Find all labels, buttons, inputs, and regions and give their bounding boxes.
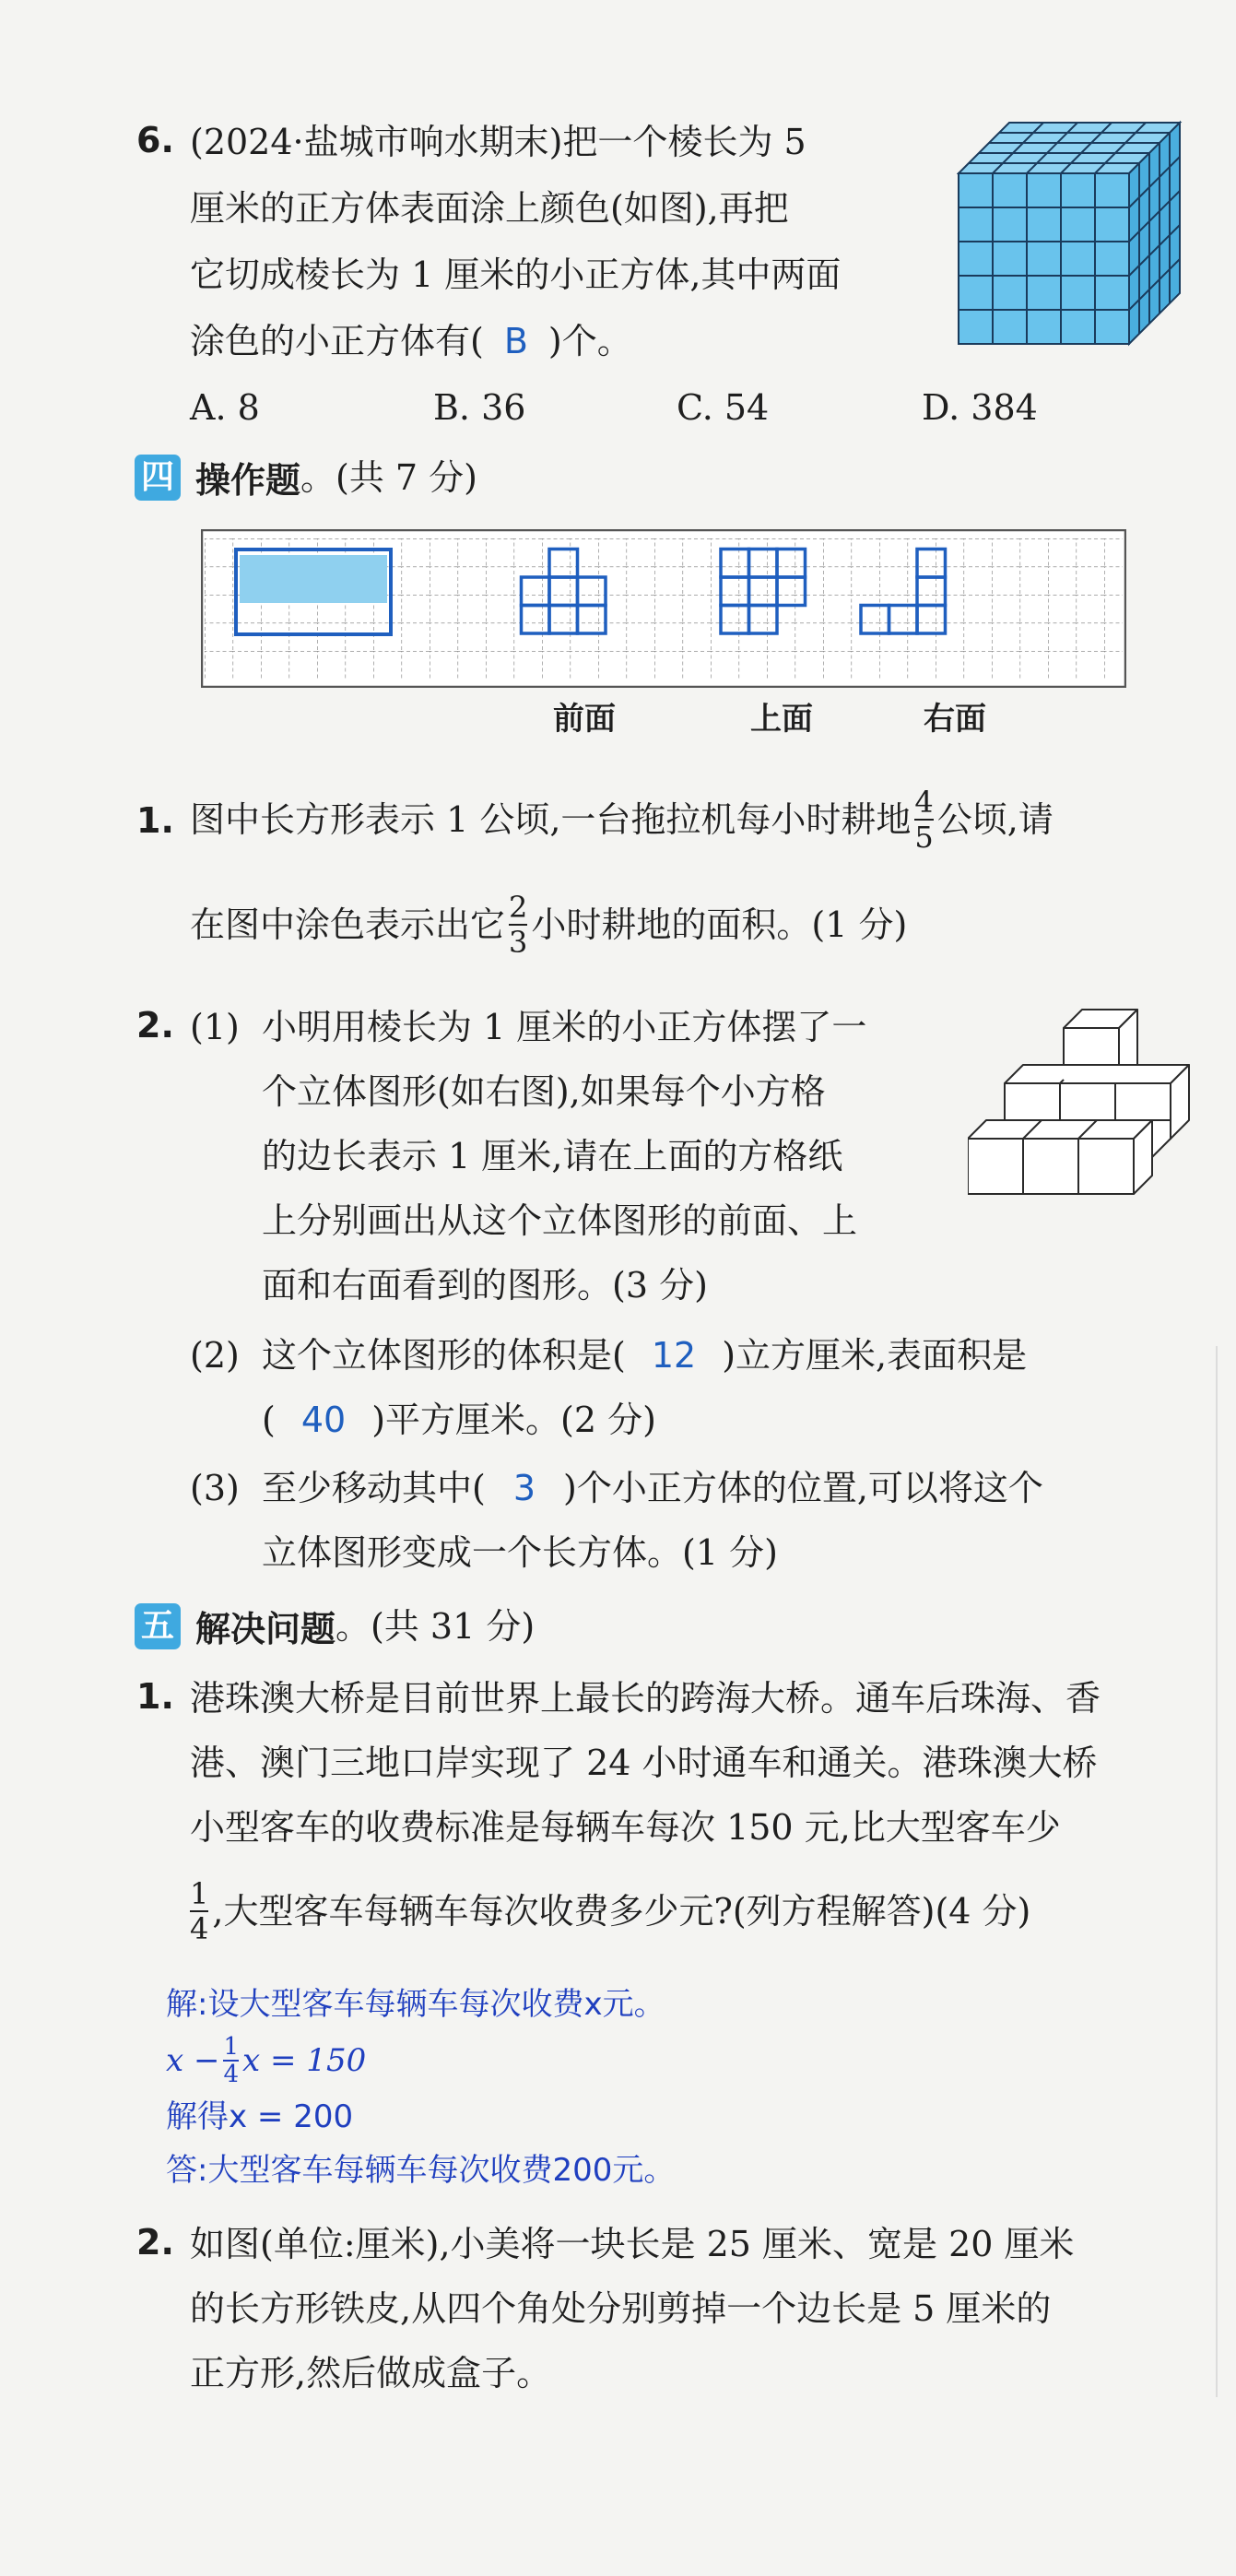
question-text-line: 它切成棱长为 1 厘米的小正方体,其中两面 [190,254,842,295]
shaded-area [240,555,387,603]
answer-value: 40 [300,1400,347,1440]
solution-answer: 答:大型客车每辆车每次收费200元。 [166,2152,676,2189]
fraction-numerator: 1 [223,2033,240,2061]
grid-paper[interactable] [201,529,1126,688]
cube-stack-figure [968,1000,1194,1222]
question-text-line: 小明用棱长为 1 厘米的小正方体摆了一 [262,1007,867,1047]
section-badge: 四 [135,455,181,501]
equation-segment: x = 150 [242,2042,367,2079]
part-label: (3) [190,1468,240,1508]
text-segment: 至少移动其中( [262,1468,486,1508]
fraction-denominator: 4 [223,2061,240,2088]
question-number: 1. [136,1676,174,1717]
text-segment: 图中长方形表示 1 公顷,一台拖拉机每小时耕地 [190,799,912,840]
option-c: C. 54 [677,387,770,428]
fraction [914,786,933,854]
text-segment: 公顷,请 [936,799,1054,840]
text-segment: ( [262,1400,276,1440]
solution-line: 解:设大型客车每辆车每次收费x元。 [166,1986,665,2023]
answer-value: 3 [512,1468,536,1508]
fraction-denominator: 4 [190,1911,209,1946]
question-text-line: 的边长表示 1 厘米,请在上面的方格纸 [262,1136,843,1176]
question-text-line [190,786,1054,854]
fraction [190,1877,208,1945]
question-text-line: 上分别画出从这个立体图形的前面、上 [262,1200,858,1241]
caption-top: 上面 [750,701,813,738]
equation-segment: x − [166,2042,220,2079]
question-text-line: 面和右面看到的图形。(3 分) [262,1265,708,1306]
question-text-line: 如图(单位:厘米),小美将一块长是 25 厘米、宽是 20 厘米 [190,2224,1075,2264]
question-text-line: 厘米的正方体表面涂上颜色(如图),再把 [190,188,789,229]
text-segment: 在图中涂色表示出它 [190,904,506,945]
fraction-numerator: 2 [509,890,528,925]
question-text-line: 正方形,然后做成盒子。 [190,2353,552,2393]
section-title: 解决问题 [195,1609,336,1649]
text-segment: )个。 [547,321,632,361]
option-d: D. 384 [922,387,1038,428]
page-edge-rule [1216,1346,1218,2397]
fraction-numerator: 4 [914,785,934,820]
fraction-denominator: 3 [509,925,528,960]
question-text-line: (2024·盐城市响水期末)把一个棱长为 5 [190,122,806,162]
section-badge: 五 [135,1603,181,1649]
section-header [135,1601,535,1651]
text-segment: )平方厘米。(2 分) [371,1400,656,1440]
text-segment: )个小正方体的位置,可以将这个 [563,1468,1043,1508]
text-segment: 涂色的小正方体有( [190,321,484,361]
answer-value: 12 [651,1335,697,1376]
question-text-line: 的长方形铁皮,从四个角处分别剪掉一个边长是 5 厘米的 [190,2288,1052,2329]
question-text-line [190,891,907,959]
option-a: A. 8 [190,387,260,428]
question-text-line: 个立体图形(如右图),如果每个小方格 [262,1071,826,1112]
fraction [223,2034,239,2087]
fraction-numerator: 1 [190,1876,209,1911]
section-score: 。(共 31 分) [335,1605,536,1647]
question-text-line: 立体图形变成一个长方体。(1 分) [262,1532,778,1573]
caption-front: 前面 [553,701,616,738]
painted-cube-figure [957,118,1187,349]
section-title: 操作题 [195,460,301,501]
question-number: 6. [136,120,174,160]
question-text-line [262,1398,656,1442]
question-number: 1. [136,800,174,841]
question-text-line: 港、澳门三地口岸实现了 24 小时通车和通关。港珠澳大桥 [190,1743,1098,1783]
solution-line: 解得x = 200 [166,2098,354,2135]
text-segment: 小时耕地的面积。(1 分) [531,904,908,945]
question-text-line [262,1333,1027,1377]
fraction-denominator: 5 [914,820,934,855]
solution-equation [166,2034,366,2087]
part-label: (2) [190,1335,240,1376]
fraction [509,891,527,959]
caption-right: 右面 [924,701,986,738]
question-text-line: 港珠澳大桥是目前世界上最长的跨海大桥。通车后珠海、香 [190,1678,1101,1719]
question-text-line [190,319,632,363]
question-text-line: 小型客车的收费标准是每辆车每次 150 元,比大型客车少 [190,1807,1061,1848]
question-number: 2. [136,2222,174,2263]
text-segment: )立方厘米,表面积是 [722,1335,1028,1376]
question-text-line [190,1877,1030,1945]
question-text-line [262,1466,1043,1510]
question-number: 2. [136,1005,174,1046]
answer-value: B [503,321,528,361]
part-label: (1) [190,1007,240,1047]
text-segment: 这个立体图形的体积是( [262,1335,626,1376]
text-segment: ,大型客车每辆车每次收费多少元?(列方程解答)(4 分) [212,1891,1031,1932]
option-b: B. 36 [433,387,526,428]
section-header [135,452,477,502]
section-score: 。(共 7 分) [300,456,478,498]
